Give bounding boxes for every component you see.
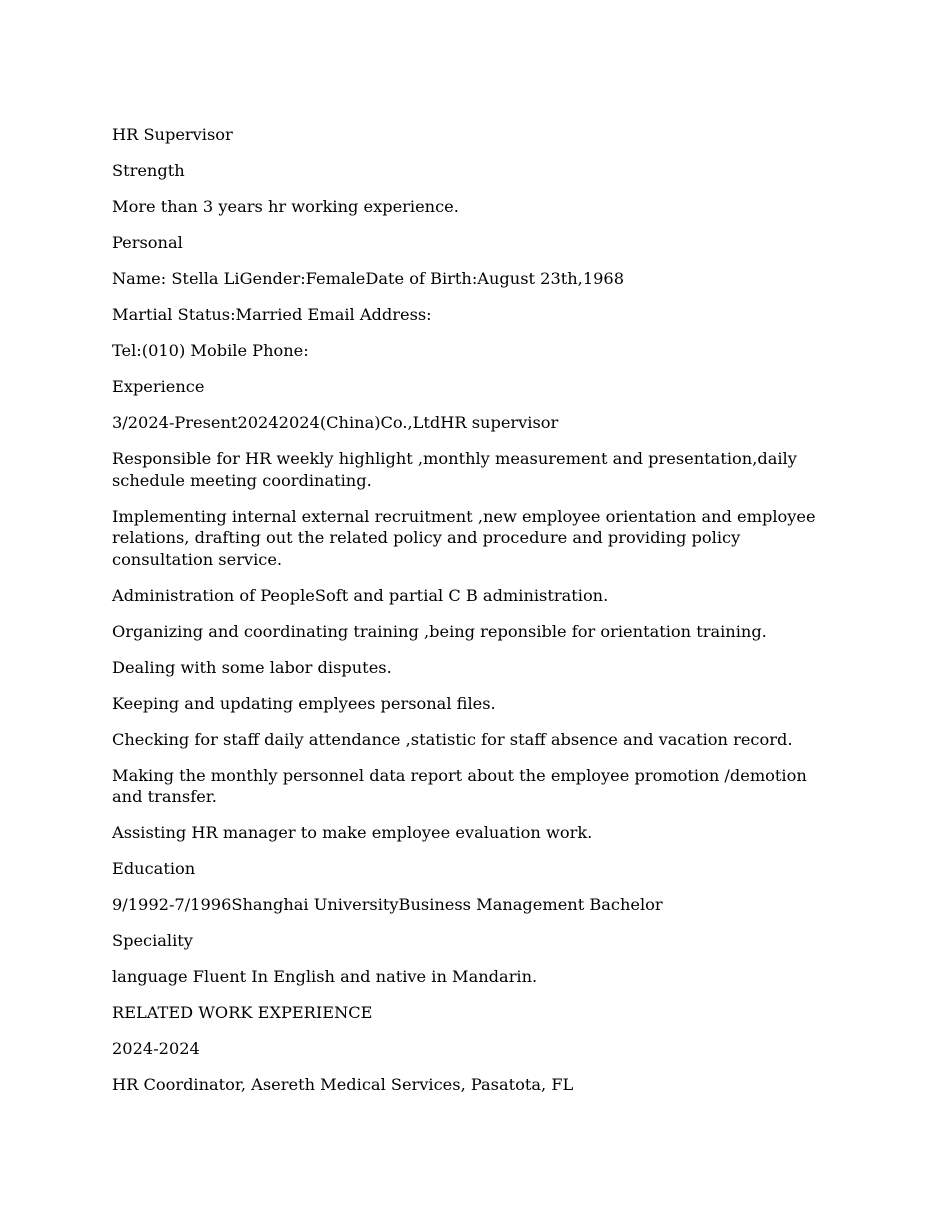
- speciality-text: language Fluent In English and native in Mandarin.: [112, 967, 538, 986]
- personal-name-line: Name: Stella LiGender:FemaleDate of Birth:August 23th,1968: [112, 269, 625, 288]
- related-work-entry: HR Coordinator, Asereth Medical Services, Pasatota, FL: [112, 1075, 574, 1094]
- section-heading-speciality: Speciality: [112, 931, 193, 950]
- experience-duty: Keeping and updating emplyees personal files.: [112, 693, 496, 713]
- experience-entry: 3/2024-Present20242024(China)Co.,LtdHR supervisor: [112, 413, 559, 432]
- experience-duty: Dealing with some labor disputes.: [112, 657, 392, 677]
- experience-duty: Implementing internal external recruitment ,new employee orientation and employee relations, drafting out the related policy and procedure and providing policy consultation service.: [112, 506, 816, 569]
- experience-duty: Assisting HR manager to make employee evaluation work.: [112, 823, 593, 842]
- strength-text: More than 3 years hr working experience.: [112, 197, 459, 216]
- job-title: HR Supervisor: [112, 125, 233, 144]
- section-heading-education: Education: [112, 859, 196, 878]
- experience-duty: Organizing and coordinating training ,being reponsible for orientation training.: [112, 621, 767, 641]
- document-body: [112, 124, 838, 1110]
- education-entry: 9/1992-7/1996Shanghai UniversityBusiness Management Bachelor: [112, 895, 663, 914]
- section-heading-related-work: RELATED WORK EXPERIENCE: [112, 1003, 373, 1022]
- experience-duty: Checking for staff daily attendance ,statistic for staff absence and vacation record.: [112, 729, 793, 749]
- section-heading-strength: Strength: [112, 161, 185, 180]
- personal-phone-line: Tel:(010) Mobile Phone:: [112, 341, 309, 360]
- section-heading-personal: Personal: [112, 233, 183, 252]
- related-work-dates: 2024-2024: [112, 1039, 200, 1058]
- personal-status-line: Martial Status:Married Email Address:: [112, 305, 432, 324]
- experience-duty: Responsible for HR weekly highlight ,monthly measurement and presentation,daily schedule meeting coordinating.: [112, 449, 797, 490]
- experience-duty: Making the monthly personnel data report about the employee promotion /demotion and transfer.: [112, 765, 807, 806]
- section-heading-experience: Experience: [112, 377, 205, 396]
- experience-duty: Administration of PeopleSoft and partial C B administration.: [112, 585, 609, 605]
